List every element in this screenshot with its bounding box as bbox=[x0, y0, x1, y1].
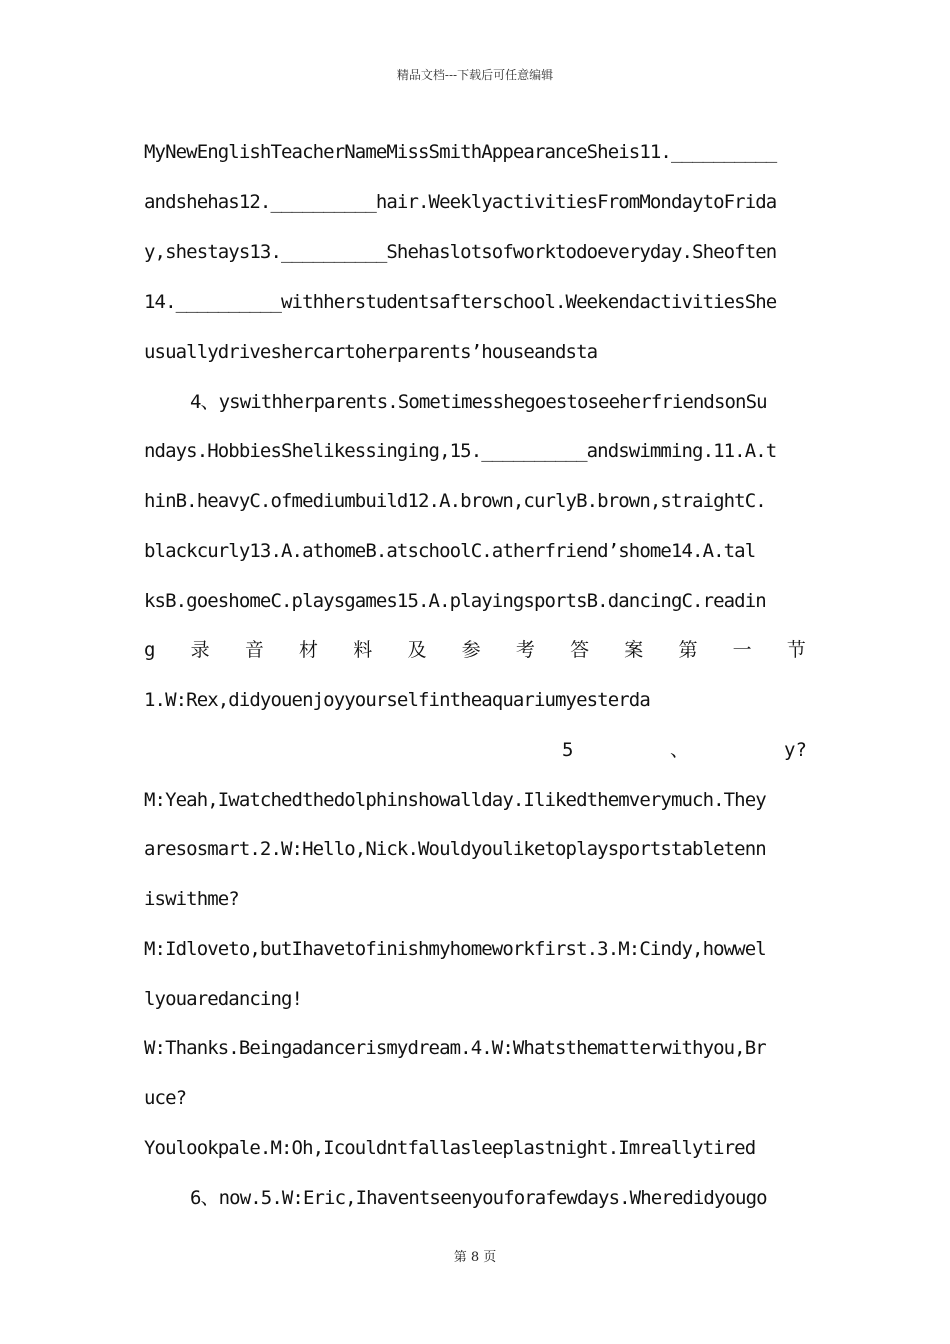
page-header: 精品文档---下载后可任意编辑 bbox=[396, 68, 554, 82]
heading-char: 参 bbox=[461, 639, 481, 661]
split-line bbox=[144, 738, 806, 762]
heading-char: 第 bbox=[678, 639, 698, 661]
split-part: 、 bbox=[670, 739, 690, 761]
text-line: 1.W:Rex,didyouenjoyyourselfintheaquariumyesterda bbox=[144, 689, 650, 711]
heading-char: 料 bbox=[353, 639, 373, 661]
text-line: MyNewEnglishTeacherNameMissSmithAppearanceSheis11.__________ bbox=[144, 141, 777, 163]
split-part: y? bbox=[784, 739, 807, 761]
heading-char: 一 bbox=[732, 639, 752, 661]
text-line: y,shestays13.__________Shehaslotsofworktodoeveryday.Sheoften bbox=[144, 241, 777, 263]
text-line: ksB.goeshomeC.playsgames15.A.playingsportsB.dancingC.readin bbox=[144, 590, 766, 612]
text-line: W:Thanks.Beingadancerismydream.4.W:Whatsthematterwithyou,Br bbox=[144, 1037, 766, 1059]
heading-char: 录 bbox=[190, 639, 210, 661]
text-line: andshehas12.__________hair.WeeklyactivitiesFromMondaytoFrida bbox=[144, 191, 777, 213]
text-line: blackcurly13.A.athomeB.atschoolC.atherfriend’shome14.A.tal bbox=[144, 540, 756, 562]
text-line: 14.__________withherstudentsafterschool.WeekendactivitiesShe bbox=[144, 291, 777, 313]
text-line: aresosmart.2.W:Hello,Nick.Wouldyouliketoplaysportstabletenn bbox=[144, 838, 766, 860]
text-line: M:Idloveto,butIhavetofinishmyhomeworkfirst.3.M:Cindy,howwel bbox=[144, 938, 766, 960]
text-line: lyouaredancing! bbox=[144, 988, 303, 1010]
heading-char: 音 bbox=[244, 639, 264, 661]
text-line: uce? bbox=[144, 1087, 187, 1109]
heading-char: 案 bbox=[624, 639, 644, 661]
split-part: 5 bbox=[562, 739, 574, 761]
text-line: M:Yeah,Iwatchedthedolphinshowallday.Ilikedthemverymuch.They bbox=[144, 789, 766, 811]
heading-char: 考 bbox=[515, 639, 535, 661]
heading-char: 及 bbox=[407, 639, 427, 661]
text-line: Youlookpale.M:Oh,Icouldntfallasleeplastnight.Imreallytired bbox=[144, 1137, 756, 1159]
text-line: hinB.heavyC.ofmediumbuild12.A.brown,curlyB.brown,straightC. bbox=[144, 490, 766, 512]
text-line: 6、now.5.W:Eric,Ihaventseenyouforafewdays.Wheredidyougo bbox=[190, 1187, 767, 1209]
heading-char: g bbox=[144, 639, 156, 661]
text-line: usuallydriveshercartoherparents’houseandsta bbox=[144, 341, 598, 363]
text-line: iswithme? bbox=[144, 888, 239, 910]
heading-char: 节 bbox=[786, 639, 806, 661]
heading-char: 材 bbox=[299, 639, 319, 661]
text-line: 4、yswithherparents.SometimesshegoestoseeherfriendsonSu bbox=[190, 391, 767, 413]
section-heading-line bbox=[144, 638, 806, 662]
page-footer: 第 8 页 bbox=[453, 1250, 497, 1265]
text-line: ndays.HobbiesShelikessinging,15.__________andswimming.11.A.t bbox=[144, 440, 777, 462]
heading-char: 答 bbox=[570, 639, 590, 661]
